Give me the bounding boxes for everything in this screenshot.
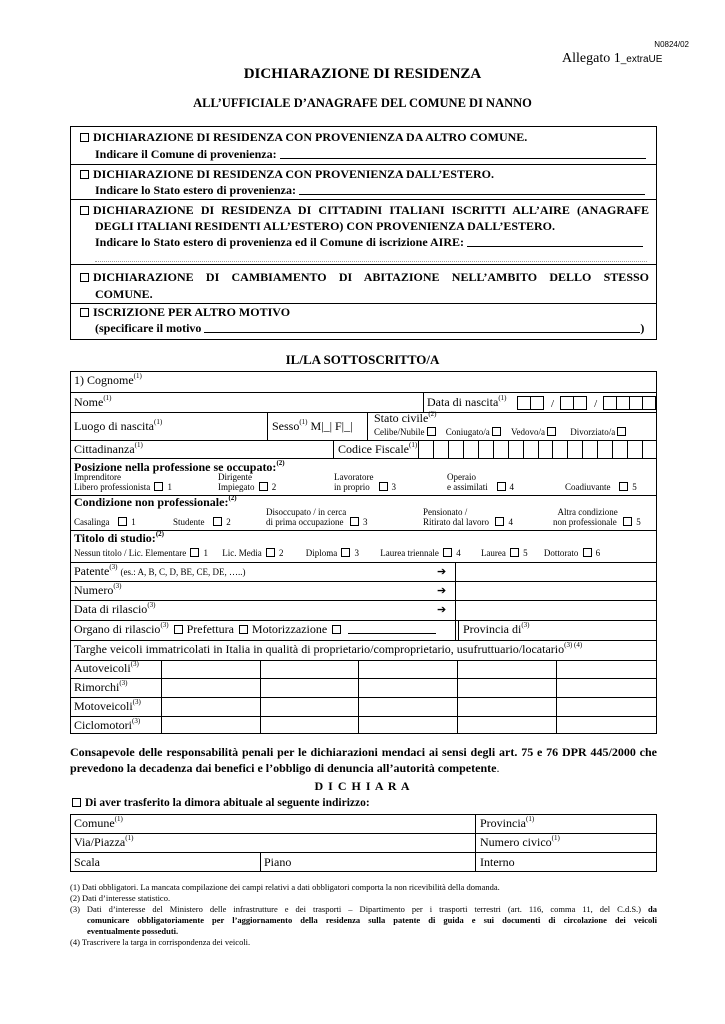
interno-label: Interno xyxy=(480,855,515,869)
studio-title: Titolo di studio:$^{(2)}$ xyxy=(74,530,164,545)
motoveicoli-label: Motoveicoli$^{(3)}$ xyxy=(74,698,141,713)
numero-label: Numero$^{(3)}$ xyxy=(74,582,122,597)
checkbox-icon[interactable] xyxy=(350,517,359,526)
organo-altro-input[interactable] xyxy=(348,624,436,634)
option-altro-comune[interactable]: DICHIARAZIONE DI RESIDENZA CON PROVENIENZA DA ALTRO COMUNE. xyxy=(78,130,527,145)
condizione-opt-1[interactable]: Casalinga 1 xyxy=(74,517,136,527)
footnote-3-line2: comunicare obbligatoriamente per l’aggiornamento della residenza sulla patente di guida e sui documenti di circolazione dei veicoli xyxy=(87,915,657,925)
piano-label: Piano xyxy=(264,855,292,869)
option-cambio-line2: COMUNE. xyxy=(95,287,153,301)
checkbox-icon[interactable] xyxy=(80,308,89,317)
civico-label: Numero civico$^{(1)}$ xyxy=(480,834,560,849)
option-estero-field[interactable]: Indicare lo Stato estero di provenienza: xyxy=(95,183,645,198)
footnote-4: (4) Trascrivere la targa in corrispondenza dei veicoli. xyxy=(70,937,251,947)
autoveicoli-label: Autoveicoli$^{(3)}$ xyxy=(74,660,139,675)
posizione-opt-1[interactable]: Imprenditore Libero professionista 1 xyxy=(74,472,172,492)
aire-input[interactable] xyxy=(467,236,643,247)
checkbox-icon[interactable] xyxy=(80,133,89,142)
condizione-opt-5[interactable]: Altra condizione non professionale 5 xyxy=(553,507,641,527)
consapevole-text-2: prevedono la decadenza dai benefici e l’obbligo di denuncia all’autorità competente. xyxy=(70,761,500,775)
cittadinanza-label: Cittadinanza$^{(1)}$ xyxy=(74,441,143,456)
checkbox-icon[interactable] xyxy=(443,548,452,557)
posizione-opt-3[interactable]: Lavoratore in proprio 3 xyxy=(334,472,396,492)
checkbox-icon[interactable] xyxy=(379,482,388,491)
ciclomotori-label: Ciclomotori$^{(3)}$ xyxy=(74,717,141,732)
codice-fiscale-label: Codice Fiscale$^{(1)}$ xyxy=(338,441,418,456)
stato-civile-label: Stato civile$^{(2)}$ xyxy=(374,410,437,425)
footnotes xyxy=(70,882,657,948)
checkbox-icon[interactable] xyxy=(492,427,501,436)
sesso-field[interactable]: Sesso$^{(1)}$ M|_| F|_| xyxy=(272,418,353,433)
checkbox-icon[interactable] xyxy=(80,170,89,179)
data-nascita-label: Data di nascita$^{(1)}$ xyxy=(427,394,507,409)
posizione-opt-2[interactable]: Dirigente Impiegato 2 xyxy=(218,472,277,492)
checkbox-icon[interactable] xyxy=(619,482,628,491)
scala-label: Scala xyxy=(74,855,100,869)
cognome-label: 1) Cognome$^{(1)}$ xyxy=(74,372,142,387)
via-label: Via/Piazza$^{(1)}$ xyxy=(74,834,134,849)
posizione-opt-5[interactable]: Coadiuvante 5 xyxy=(565,482,637,492)
page-subtitle: ALL’UFFICIALE D’ANAGRAFE DEL COMUNE DI NANNO xyxy=(193,96,532,110)
comune-label: Comune$^{(1)}$ xyxy=(74,815,123,830)
checkbox-icon[interactable] xyxy=(239,625,248,634)
motivo-input[interactable] xyxy=(204,322,640,333)
checkbox-icon[interactable] xyxy=(259,482,268,491)
condizione-opt-4[interactable]: Pensionato / Ritirato dal lavoro 4 xyxy=(423,507,513,527)
checkbox-icon[interactable] xyxy=(154,482,163,491)
dichiara-heading: D I C H I A R A xyxy=(314,779,411,793)
arrow-right-icon: ➔ xyxy=(437,566,447,578)
checkbox-icon[interactable] xyxy=(190,548,199,557)
data-nascita-input[interactable]: / / xyxy=(518,394,656,410)
checkbox-icon[interactable] xyxy=(213,517,222,526)
checkbox-icon[interactable] xyxy=(495,517,504,526)
checkbox-icon[interactable] xyxy=(341,548,350,557)
option-aire[interactable]: DICHIARAZIONE DI RESIDENZA DI CITTADINI ITALIANI ISCRITTI ALL’AIRE (ANAGRAFE xyxy=(78,203,649,218)
luogo-nascita-label: Luogo di nascita$^{(1)}$ xyxy=(74,418,163,433)
checkbox-icon[interactable] xyxy=(266,548,275,557)
checkbox-icon[interactable] xyxy=(427,427,436,436)
condizione-opt-3[interactable]: Disoccupato / in cerca di prima occupazione 3 xyxy=(266,507,368,527)
footnote-1: (1) Dati obbligatori. La mancata compilazione dei campi relativi a dati obbligatori comporta la non ricevibilità della domanda. xyxy=(70,882,500,892)
comune-provenienza-input[interactable] xyxy=(280,148,646,159)
option-altro-comune-field[interactable]: Indicare il Comune di provenienza: xyxy=(95,147,646,162)
address-table xyxy=(70,814,657,872)
provincia-label: Provincia$^{(1)}$ xyxy=(480,815,535,830)
option-aire-line2: DEGLI ITALIANI RESIDENTI ALL’ESTERO) CON PROVENIENZA DALL’ESTERO. xyxy=(95,219,556,233)
organo-rilascio-field[interactable]: Organo di rilascio$^{(3)}$ Prefettura Motorizzazione xyxy=(74,622,436,637)
checkbox-icon[interactable] xyxy=(617,427,626,436)
posizione-opt-4[interactable]: Operaio e assimilati 4 xyxy=(447,472,514,492)
consapevole-text-1: Consapevole delle responsabilità penali per le dichiarazioni mendaci ai sensi degli art. 75 e 76 DPR 445/2000 che xyxy=(70,745,657,759)
patente-label: Patente$^{(3)}$ (es.: A, B, C, D, BE, CE, DE, …..) xyxy=(74,563,246,578)
annex-label: Allegato 1_extraUE xyxy=(562,51,663,66)
codice-fiscale-input[interactable] xyxy=(418,440,657,458)
checkbox-icon[interactable] xyxy=(80,206,89,215)
checkbox-icon[interactable] xyxy=(510,548,519,557)
checkbox-icon[interactable] xyxy=(174,625,183,634)
option-estero[interactable]: DICHIARAZIONE DI RESIDENZA CON PROVENIENZA DALL’ESTERO. xyxy=(78,167,494,182)
option-cambio-abitazione[interactable]: DICHIARAZIONE DI CAMBIAMENTO DI ABITAZIONE NELL’AMBITO DELLO STESSO xyxy=(78,270,649,285)
section-title: IL/LA SOTTOSCRITTO/A xyxy=(285,352,440,367)
checkbox-icon[interactable] xyxy=(547,427,556,436)
condizione-title: Condizione non professionale:$^{(2)}$ xyxy=(74,494,237,509)
footnote-3-line3: eventualmente posseduti. xyxy=(87,926,179,936)
provincia-rilascio-label: Provincia $di^{(3)}$ xyxy=(463,621,530,636)
page-title: DICHIARAZIONE DI RESIDENZA xyxy=(243,66,482,82)
form-code: N0824/02 xyxy=(654,40,689,49)
footnote-3: (3) Dati d’interesse del Ministero delle infrastrutture e dei trasporti – Dipartimento per i trasporti terrestri (art. 116, comma 11, del C.d.S.) da xyxy=(70,904,658,914)
data-rilascio-label: Data di rilascio$^{(3)}$ xyxy=(74,601,156,616)
option-altro-motivo-field[interactable]: (specificare il motivo ) xyxy=(95,321,645,335)
footnote-2: (2) Dati d’interesse statistico. xyxy=(70,893,171,903)
stato-estero-input[interactable] xyxy=(299,184,645,195)
option-aire-field[interactable]: Indicare lo Stato estero di provenienza ed il Comune di iscrizione AIRE: xyxy=(95,235,643,250)
posizione-title: Posizione nella professione se occupato:$^{(2)}$ xyxy=(74,459,285,474)
nome-label: Nome$^{(1)}$ xyxy=(74,394,112,409)
rimorchi-label: Rimorchi$^{(3)}$ xyxy=(74,679,128,694)
stato-civile-options[interactable]: Celibe/Nubile Coniugato/a Vedovo/a Divorziato/a xyxy=(374,427,630,437)
trasferito-option[interactable]: Di aver trasferito la dimora abituale al seguente indirizzo: xyxy=(70,797,370,809)
checkbox-icon[interactable] xyxy=(72,798,81,807)
checkbox-icon[interactable] xyxy=(583,548,592,557)
checkbox-icon[interactable] xyxy=(80,273,89,282)
targhe-label: Targhe veicoli immatricolati in Italia in qualità di proprietario/comproprietario, usufruttuario/locatario$^{(3) (4)}$ xyxy=(74,641,583,656)
condizione-opt-2[interactable]: Studente 2 xyxy=(173,517,231,527)
studio-options[interactable]: Nessun titolo / Lic. Elementare 1 Lic. Media 2 Diploma 3 Laurea triennale 4 Laurea 5 Dottorato 6 xyxy=(74,548,601,558)
checkbox-icon[interactable] xyxy=(623,517,632,526)
checkbox-icon[interactable] xyxy=(118,517,127,526)
arrow-right-icon: ➔ xyxy=(437,604,447,616)
checkbox-icon[interactable] xyxy=(332,625,341,634)
arrow-right-icon: ➔ xyxy=(437,585,447,597)
option-altro-motivo[interactable]: ISCRIZIONE PER ALTRO MOTIVO xyxy=(78,305,290,320)
checkbox-icon[interactable] xyxy=(497,482,506,491)
